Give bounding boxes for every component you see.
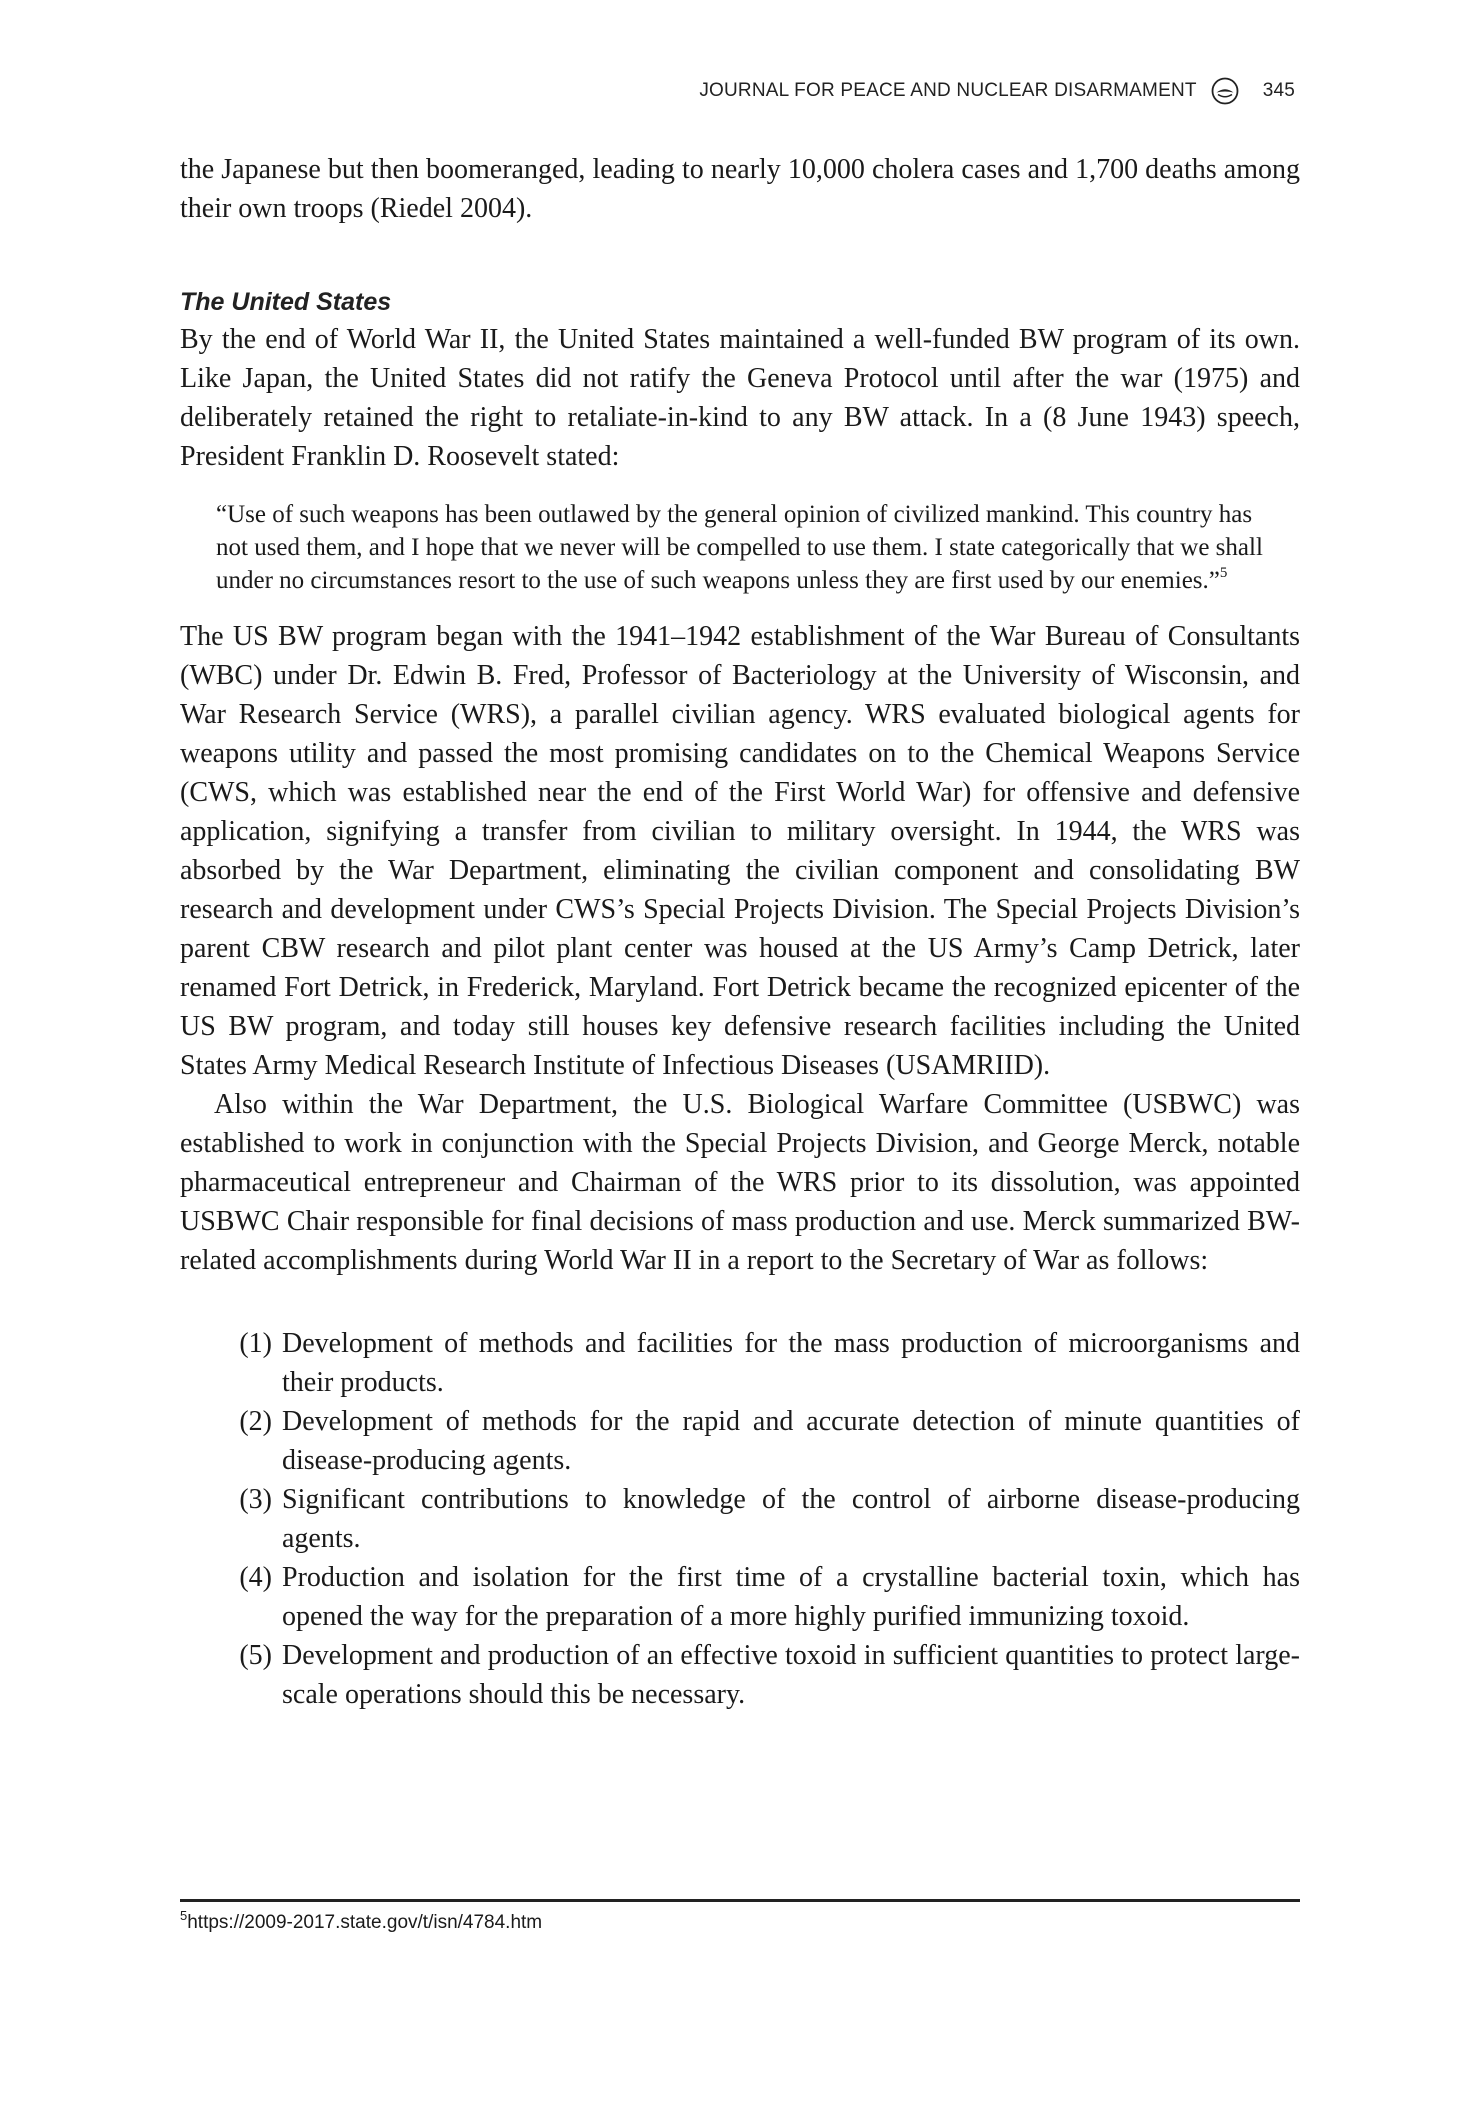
list-item [180, 1636, 1300, 1714]
list-item-text: Significant contributions to knowledge of the control of airborne disease-producing agents. [282, 1484, 1300, 1554]
list-item-number: (2) [239, 1406, 272, 1437]
list-item-number: (3) [239, 1484, 272, 1515]
journal-title: JOURNAL FOR PEACE AND NUCLEAR DISARMAMENT [699, 80, 1197, 101]
block-quote [216, 498, 1270, 597]
quote-text: “Use of such weapons has been outlawed by the general opinion of civilized mankind. This country has not used them, and I hope that we never will be compelled to use them. I state categorically that we shall under no circumstances resort to the use of such weapons unless they are first used by our enemies.” [216, 501, 1263, 594]
footnote-marker: 5 [180, 1907, 188, 1923]
list-item-text: Production and isolation for the first time of a crystalline bacterial toxin, which has opened the way for the preparation of a more highly purified immunizing toxoid. [282, 1562, 1300, 1632]
article-body [180, 150, 1300, 1714]
list-item [180, 1402, 1300, 1480]
footnote-reference[interactable]: 5 [1219, 564, 1228, 581]
paragraph: Also within the War Department, the U.S. Biological Warfare Committee (USBWC) was established to work in conjunction with the Special Projects Division, and George Merck, notable pharmaceutical entrepreneur and Chairman of the WRS prior to its dissolution, was appointed USBWC Chair responsible for final decisions of mass production and use. Merck summarized BW-related accomplishments during World War II in a report to the Secretary of War as follows: [180, 1089, 1300, 1276]
list-item-number: (5) [239, 1640, 272, 1671]
list-item-text: Development and production of an effective toxoid in sufficient quantities to protect large-scale operations should this be necessary. [282, 1640, 1300, 1710]
paragraph: By the end of World War II, the United States maintained a well-funded BW program of its own. Like Japan, the United States did not ratify the Geneva Protocol until after the war (1975) and deliberately retained the right to retaliate-in-kind to any BW attack. In a (8 June 1943) speech, President Franklin D. Roosevelt stated: [180, 324, 1300, 472]
paragraph: The US BW program began with the 1941–1942 establishment of the War Bureau of Consultants (WBC) under Dr. Edwin B. Fred, Professor of Bacteriology at the University of Wisconsin, and War Research Service (WRS), a parallel civilian agency. WRS evaluated biological agents for weapons utility and passed the most promising candidates on to the Chemical Weapons Service (CWS, which was established near the end of the First World War) for offensive and defensive application, signifying a transfer from civilian to military oversight. In 1944, the WRS was absorbed by the War Department, eliminating the civilian component and consolidating BW research and development under CWS’s Special Projects Division. The Special Projects Division’s parent CBW research and pilot plant center was housed at the US Army’s Camp Detrick, later renamed Fort Detrick, in Frederick, Maryland. Fort Detrick became the recognized epicenter of the US BW program, and today still houses key defensive research facilities including the United States Army Medical Research Institute of Infectious Diseases (USAMRIID). [180, 621, 1300, 1081]
list-item [180, 1558, 1300, 1636]
list-item [180, 1324, 1300, 1402]
list-item-text: Development of methods and facilities for the mass production of microorganisms and their products. [282, 1328, 1300, 1398]
footnote [180, 1907, 543, 1934]
list-item-number: (4) [239, 1562, 272, 1593]
footnote-link[interactable]: https://2009-2017.state.gov/t/isn/4784.htm [187, 1912, 543, 1933]
footnote-divider [180, 1899, 1300, 1902]
running-head [699, 76, 1295, 106]
list-item-text: Development of methods for the rapid and accurate detection of minute quantities of disease-producing agents. [282, 1406, 1300, 1476]
section-heading: The United States [180, 288, 392, 316]
accomplishments-list [180, 1324, 1300, 1714]
list-item [180, 1480, 1300, 1558]
page-number: 345 [1262, 80, 1295, 101]
paragraph-continued: the Japanese but then boomeranged, leading to nearly 10,000 cholera cases and 1,700 deaths among their own troops (Riedel 2004). [180, 154, 1300, 224]
list-item-number: (1) [239, 1328, 272, 1359]
journal-logo-icon [1211, 77, 1239, 105]
